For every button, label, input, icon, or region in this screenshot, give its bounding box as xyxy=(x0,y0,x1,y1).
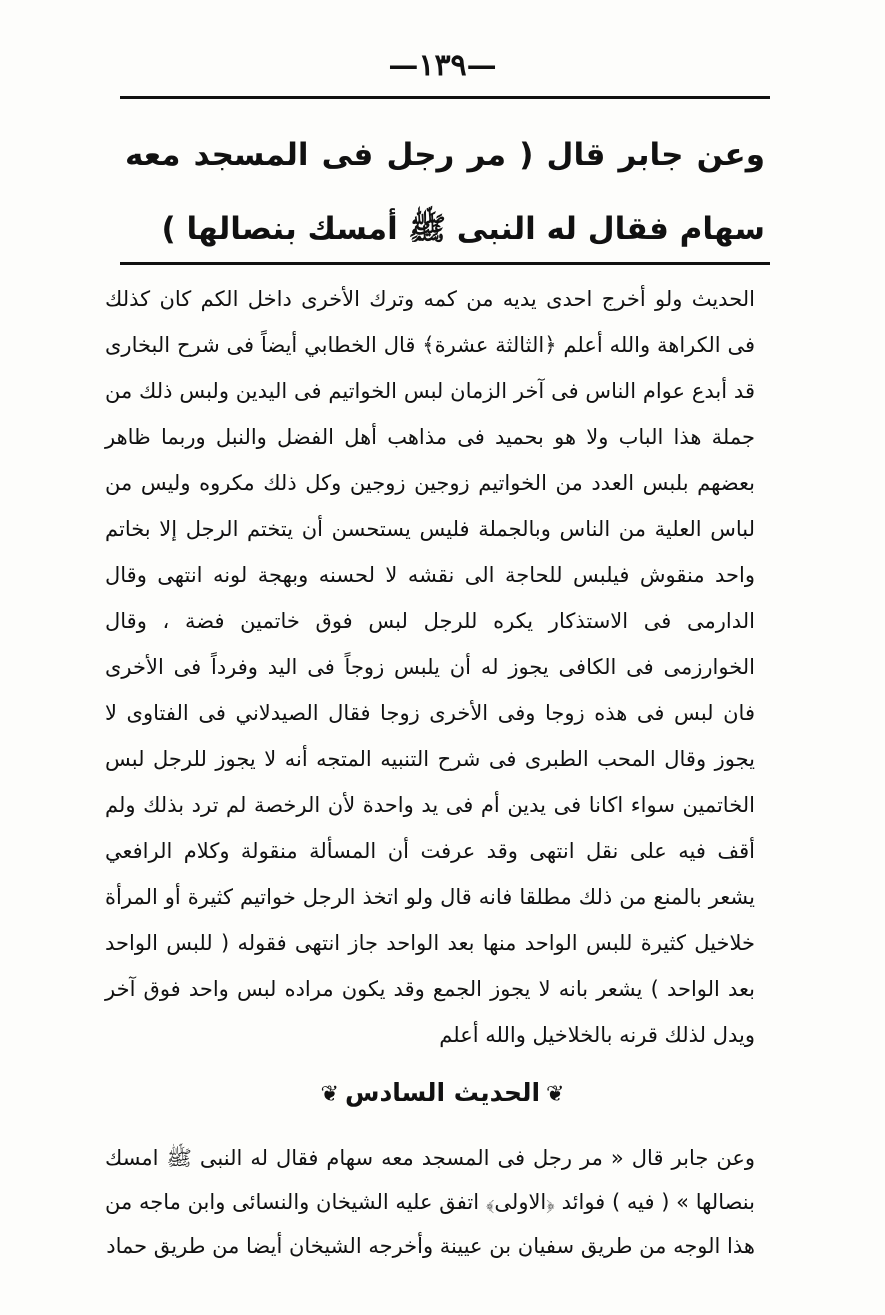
hadith-rule xyxy=(120,262,770,265)
section-heading xyxy=(0,1078,885,1107)
commentary-text xyxy=(105,276,755,1058)
closing-text xyxy=(105,1136,755,1268)
page-number: —١٣٩— xyxy=(388,48,497,83)
ornament-icon: ❦ xyxy=(320,1082,339,1107)
section-title: الحديث السادس xyxy=(344,1078,541,1107)
top-rule xyxy=(120,96,770,99)
commentary-paragraph: الحديث ولو أخرج احدى يديه من كمه وترك الأخرى داخل الكم كان كذلك فى الكراهة والله أعلم ﴿الثالثة عشرة﴾ قال الخطابي أيضاً فى شرح البخارى قد أبدع عوام الناس فى آخر الزمان لبس الخواتيم فى اليدين ولبس ذلك من جملة هذا الباب ولا هو بحميد فى مذاهب أهل الفضل والنبل وربما ظاهر بعضهم بلبس العدد من الخواتيم زوجين زوجين وكل ذلك مكروه وليس من لباس العلية من الناس وبالجملة فليس يستحسن أن يتختم الرجل إلا بخاتم واحد منقوش فيلبس للحاجة الى نقشه لا لحسنه وبهجة لونه انتهى وقال الدارمى فى الاستذكار يكره للرجل لبس فوق خاتمين فضة ، وقال الخوارزمى فى الكافى يجوز له أن يلبس زوجاً فى اليد وفرداً فى الأخرى فان لبس فى هذه زوجا وفى الأخرى زوجا فقال الصيدلاني فى الفتاوى لا يجوز وقال المحب الطبرى فى شرح التنبيه المتجه أنه لا يجوز للرجل لبس الخاتمين سواء اكانا فى يدين أم فى يد واحدة لأن الرخصة لم ترد بذلك ولم أقف فيه على نقل انتهى وقد عرفت أن المسألة منقولة وكلام الرافعي يشعر بالمنع من ذلك مطلقا فانه قال ولو اتخذ الرجل خواتيم كثيرة أو المرأة خلاخيل كثيرة للبس الواحد منها بعد الواحد جاز انتهى فقوله ( للبس الواحد بعد الواحد ) يشعر بانه لا يجوز الجمع وقد يكون مراده لبس واحد فوق آخر ويدل لذلك قرنه بالخلاخيل والله أعلم xyxy=(105,287,755,1047)
closing-paragraph: وعن جابر قال « مر رجل فى المسجد معه سهام فقال له النبى ﷺ امسك بنصالها » ( فيه ) فوائد ﴿الاولى﴾ اتفق عليه الشيخان والنسائى وابن ماجه من هذا الوجه من طريق سفيان بن عيينة وأخرجه الشيخان أيضا من طريق حماد xyxy=(105,1146,755,1258)
hadith-heading: وعن جابر قال ( مر رجل فى المسجد معه سهام فقال له النبى ﷺ أمسك بنصالها ) xyxy=(125,137,765,247)
ornament-icon: ❦ xyxy=(546,1082,565,1107)
